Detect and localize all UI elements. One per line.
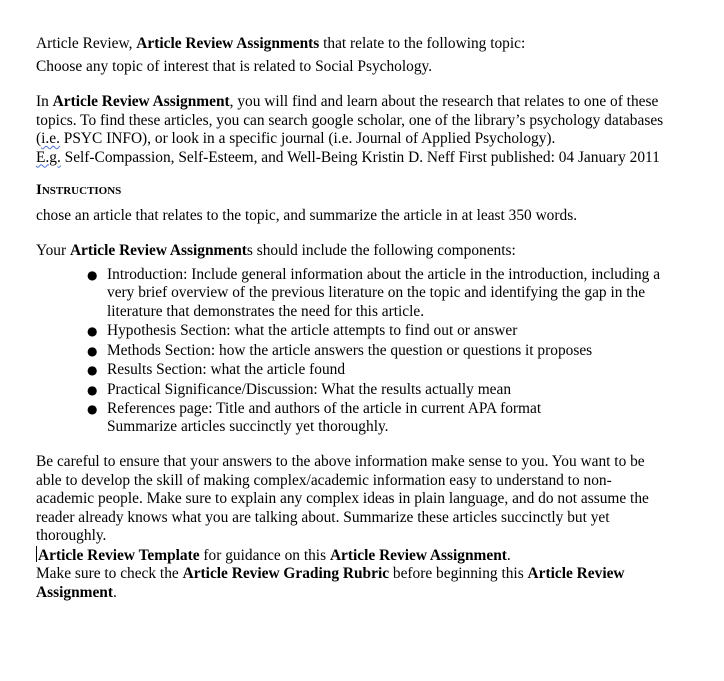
bullet-icon: ●	[87, 324, 98, 338]
para1-text-end: PSYC INFO), or look in a specific journal (i.e. Journal of Applied Psychology).	[59, 130, 556, 147]
text-cursor	[36, 546, 37, 562]
rubric-bold: Article Review Grading Rubric	[182, 565, 390, 582]
intro-bold: Article Review Assignments	[136, 35, 320, 52]
template-bold-2: Article Review Assignment	[329, 546, 507, 564]
template-period: .	[506, 546, 511, 564]
assignment-paragraph	[36, 93, 666, 149]
summarize-note: Summarize articles succinctly yet thoroughly.	[107, 417, 389, 435]
list-item	[87, 380, 666, 400]
bullet-icon: ●	[87, 402, 98, 416]
spellcheck-eg: E.g.	[36, 148, 61, 166]
example-text: Self-Compassion, Self-Esteem, and Well-Being Kristin D. Neff First published: 04 January 2011	[60, 148, 660, 166]
intro-text-end: that relate to the following topic:	[319, 35, 526, 52]
para1-bold: Article Review Assignment	[52, 93, 230, 110]
rubric-text-mid: before beginning this	[389, 565, 528, 582]
para1-text-mid: , you will find and learn about the research that relates to one of these topics. To find these articles, you can search google scholar, one of the library’s psychology databases (	[36, 93, 664, 147]
template-text: for guidance on this	[199, 546, 330, 564]
list-item	[87, 265, 666, 322]
list-item-text: Results Section: what the article found	[107, 361, 346, 378]
list-item-text: Methods Section: how the article answers the question or questions it proposes	[107, 341, 593, 359]
bullet-icon: ●	[87, 267, 98, 282]
list-item-text: References page: Title and authors of the article in current APA format	[107, 400, 542, 417]
list-item	[87, 400, 666, 419]
list-item	[87, 322, 666, 341]
rubric-text: Make sure to check the	[36, 565, 183, 582]
rubric-bold-2: Article Review Assignment	[36, 565, 625, 601]
list-item-text: Hypothesis Section: what the article attempts to find out or answer	[107, 322, 518, 339]
list-item-text: Introduction: Include general information about the article in the introduction, including a very brief overview of the previous literature on the topic and identifying the gap in the literature that demonstrates the need for this article.	[107, 265, 661, 320]
careful-paragraph: Be careful to ensure that your answers to the above information make sense to you. You want to be able to develop the skill of making complex/academic information easy to understand to non-academic people. Make sure to explain any complex ideas in plain language, and do not assume the reader already knows what you are talking about. Summarize these articles succinctly but yet thoroughly.	[36, 453, 649, 544]
bullet-icon: ●	[87, 343, 98, 358]
intro-text: Article Review,	[36, 35, 137, 52]
example-paragraph	[36, 149, 666, 168]
components-intro-text-end: s should include the following components:	[246, 242, 516, 259]
instructions-text: chose an article that relates to the topic, and summarize the article in at least 350 words.	[36, 206, 578, 224]
template-line	[36, 546, 666, 566]
rubric-period: .	[112, 583, 117, 601]
components-intro-text: Your	[36, 242, 70, 259]
document-body[interactable]	[36, 35, 666, 602]
list-item	[87, 361, 666, 380]
components-list	[36, 266, 666, 419]
list-item	[87, 341, 666, 361]
list-item-text: Practical Significance/Discussion: What the results actually mean	[107, 380, 512, 398]
spellcheck-ie: i.e.	[41, 130, 60, 147]
bullet-icon: ●	[87, 382, 98, 397]
instructions-heading: Instructions	[36, 182, 122, 198]
components-intro	[36, 242, 666, 261]
bullet-icon: ●	[87, 363, 98, 377]
topic-line: Choose any topic of interest that is related to Social Psychology.	[36, 57, 433, 75]
rubric-line	[36, 565, 666, 602]
intro-line	[36, 35, 666, 54]
template-bold: Article Review Template	[38, 546, 200, 564]
para1-text: In	[36, 93, 53, 110]
components-intro-bold: Article Review Assignment	[69, 242, 247, 259]
